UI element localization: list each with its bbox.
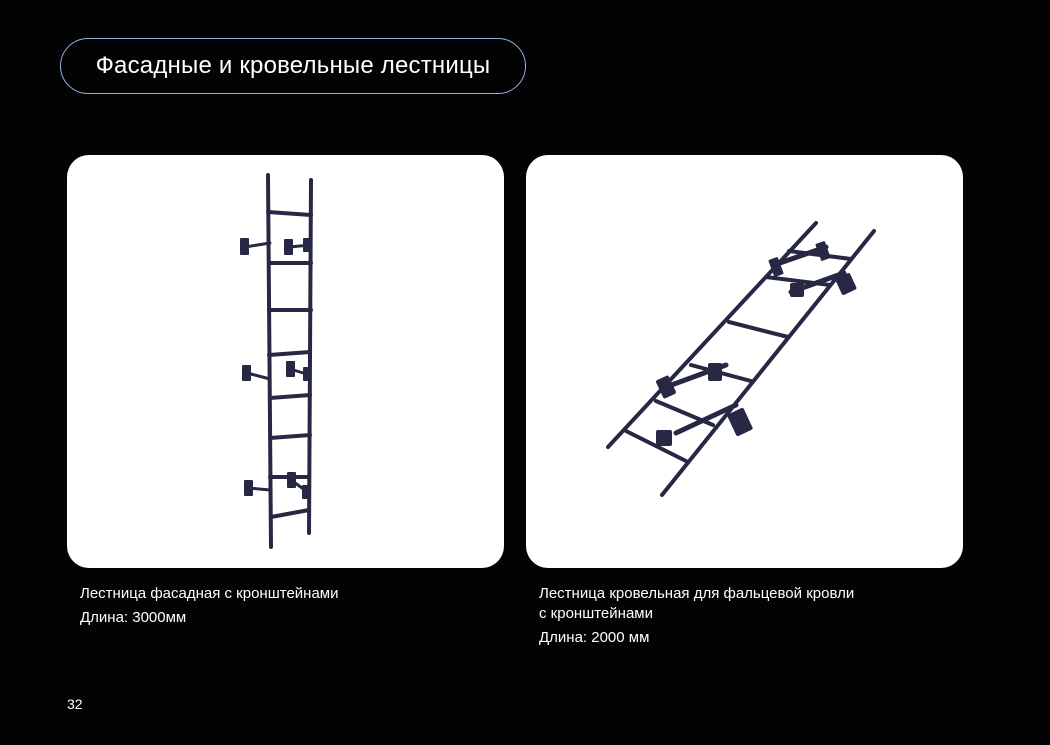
facade-ladder-image (67, 155, 504, 568)
roof-ladder-rail-right (662, 231, 874, 495)
bracket-plates (240, 238, 312, 499)
product-length: Длина: 3000мм (80, 609, 187, 626)
product-length: Длина: 2000 мм (539, 629, 650, 646)
product-card-facade-ladder (67, 155, 504, 568)
roof-ladder-supports (666, 247, 844, 433)
roof-ladder-image (526, 155, 963, 568)
product-name-line-2: с кронштейнами (539, 605, 653, 622)
page-number: 32 (67, 696, 83, 712)
ladder-brackets (245, 243, 311, 493)
product-name: Лестница фасадная с кронштейнами (80, 585, 339, 602)
product-caption-roof-ladder (539, 584, 959, 648)
product-card-roof-ladder (526, 155, 963, 568)
ladder-rail-right (309, 180, 311, 533)
product-name-line-1: Лестница кровельная для фальцевой кровли (539, 585, 855, 602)
page-title: Фасадные и кровельные лестницы (60, 38, 526, 94)
product-caption-facade-ladder (80, 584, 500, 628)
